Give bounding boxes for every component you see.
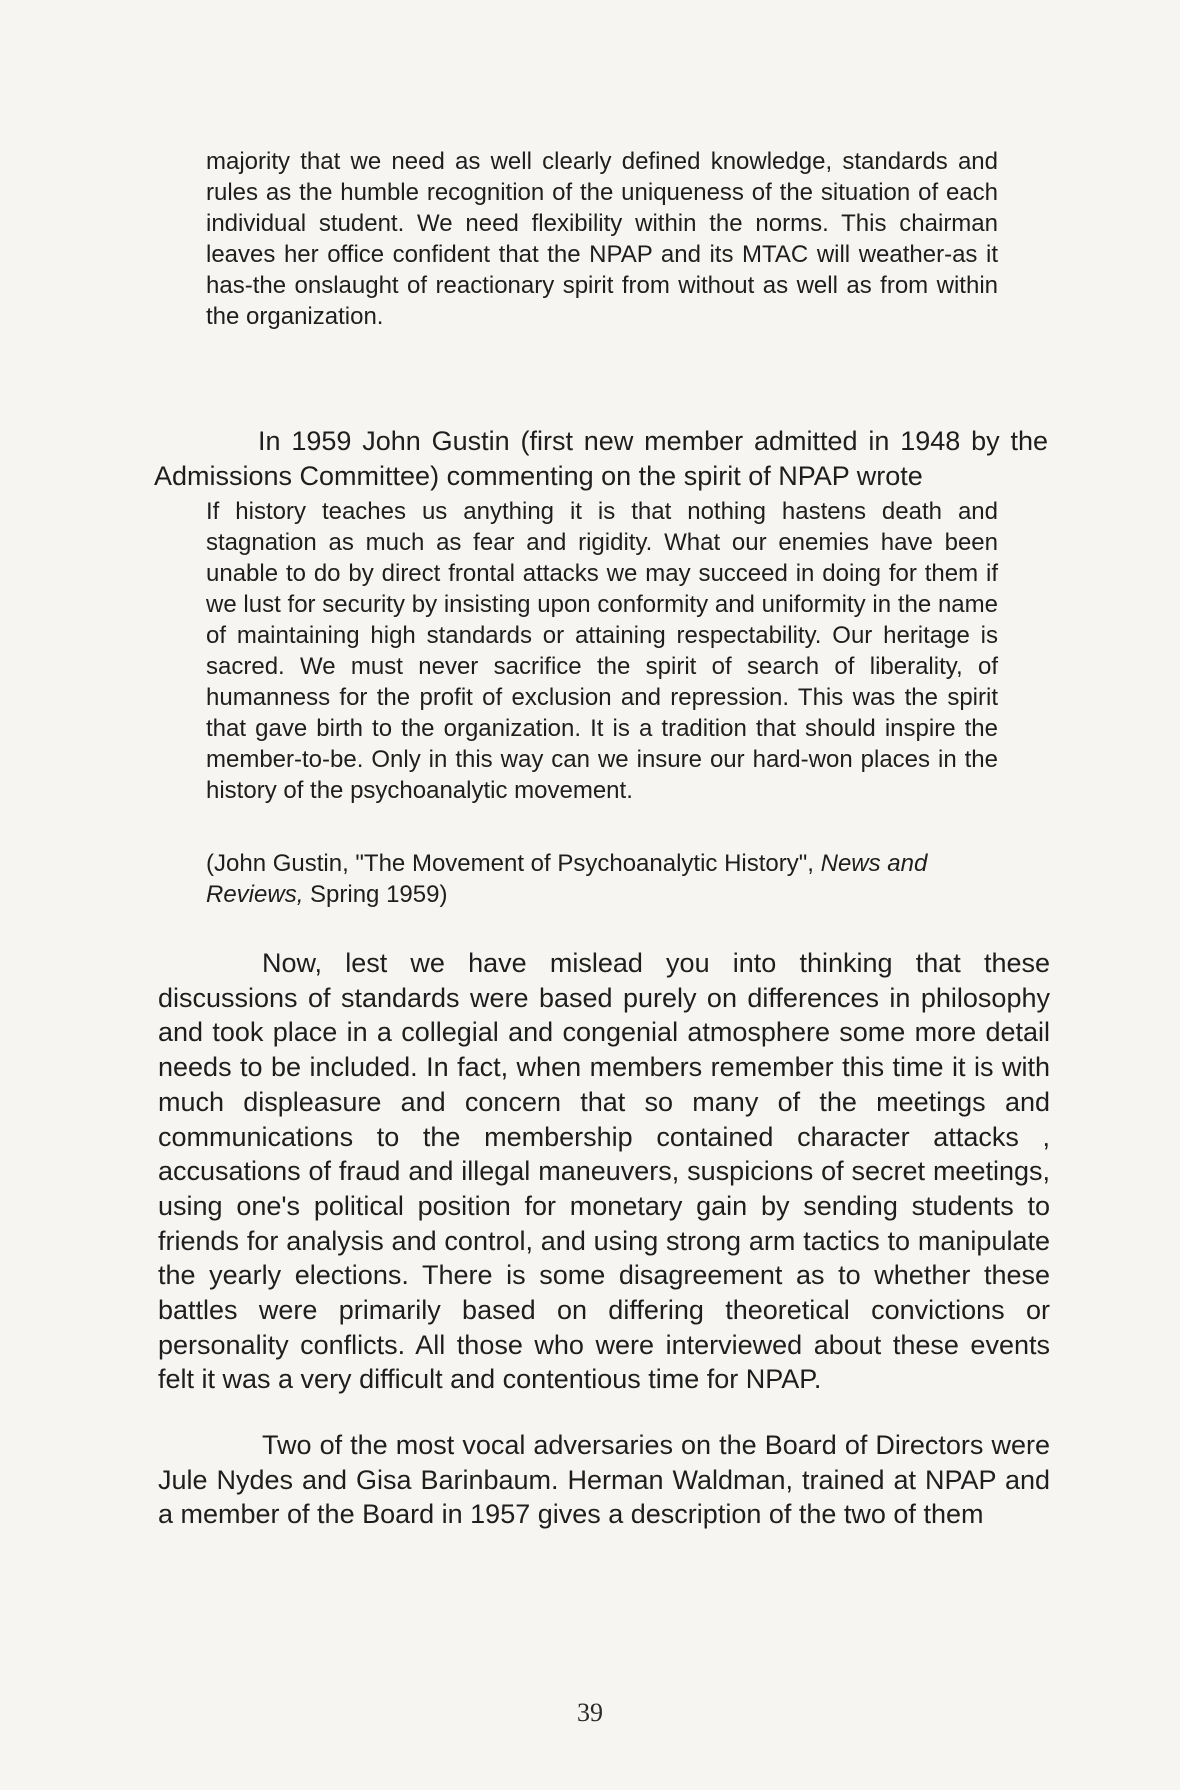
- quote-block-gustin: If history teaches us anything it is that nothing hastens death and stagnation as much as fear and rigidity. What our enemies have been unable to do by direct frontal attacks we may succeed in doing for them if we lust for security by insisting upon conformity and uniformity in the name of maintaining high standards or attaining respectability. Our heritage is sacred. We must never sacrifice the spirit of search of liberality, of humanness for the profit of exclusion and repression. This was the spirit that gave birth to the organization. It is a tradition that should inspire the member-to-be. Only in this way can we insure our hard-won places in the history of the psychoanalytic movement.: [206, 498, 998, 804]
- citation-journal: News and Reviews,: [206, 850, 928, 908]
- citation-prefix: (John Gustin, "The Movement of Psychoanalytic History",: [206, 850, 821, 877]
- intro-paragraph: In 1959 John Gustin (first new member admitted in 1948 by the Admissions Committee) commenting on the spirit of NPAP wrote: [154, 426, 1048, 491]
- page-number: 39: [577, 1698, 603, 1727]
- paragraph-standards-discussion: Now, lest we have mislead you into thinking that these discussions of standards were based purely on differences in philosophy and took place in a collegial and congenial atmosphere some more detail needs to be included. In fact, when members remember this time it is with much displeasure and concern that so many of the meetings and communications to the membership contained character attacks , accusations of fraud and illegal maneuvers, suspicions of secret meetings, using one's political position for monetary gain by sending students to friends for analysis and control, and using strong arm tactics to manipulate the yearly elections. There is some disagreement as to whether these battles were primarily based on differing theoretical convictions or personality conflicts. All those who were interviewed about these events felt it was a very difficult and contentious time for NPAP.: [158, 948, 1050, 1395]
- citation-suffix: Spring 1959): [303, 881, 448, 908]
- citation: [206, 848, 998, 910]
- quote-block-chairman: majority that we need as well clearly defined knowledge, standards and rules as the humble recognition of the uniqueness of the situation of each individual student. We need flexibility within the norms. This chairman leaves her office confident that the NPAP and its MTAC will weather-as it has-the onslaught of reactionary spirit from without as well as from within the organization.: [206, 148, 998, 330]
- paragraph-board-adversaries: Two of the most vocal adversaries on the Board of Directors were Jule Nydes and Gisa Barinbaum. Herman Waldman, trained at NPAP and a member of the Board in 1957 gives a description of the two of them: [158, 1430, 1050, 1530]
